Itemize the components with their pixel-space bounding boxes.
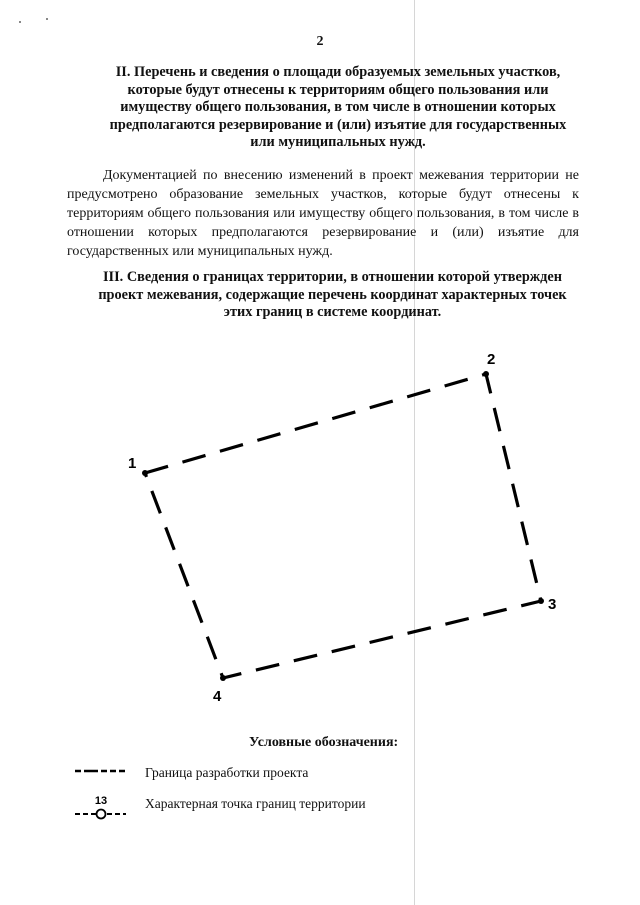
heading-line: или муниципальных нужд.	[250, 134, 426, 150]
legend-item-point: Характерная точка границ территории	[145, 796, 366, 811]
boundary-point-4	[220, 675, 226, 681]
boundary-polygon	[145, 374, 541, 678]
boundary-point-2	[483, 371, 489, 377]
point-label-2: 2	[487, 351, 496, 368]
legend-point-number: 13	[94, 795, 108, 807]
heading-line: которые будут отнесены к территориям общего пользования или	[127, 81, 549, 98]
section-2-paragraph: Документацией по внесению изменений в проект межевания территории не предусмотрено образование земельных участков, которые будут отнесены к территориям общего пользования или имуществу общего пользования, в том числе в отношении которых предполагаются резервирование и (или) изъятие для государственных или муниципальных нужд.	[67, 168, 579, 259]
point-label-1: 1	[128, 455, 137, 472]
point-label-4: 4	[213, 688, 222, 705]
heading-line: этих границ в системе координат.	[223, 304, 442, 320]
boundary-point-1	[142, 470, 148, 476]
point-label-3: 3	[548, 596, 557, 613]
section-2-heading	[88, 64, 588, 152]
boundary-point-3	[538, 598, 544, 604]
heading-line: III. Сведения о границах территории, в отношении которой утвержден	[102, 269, 562, 285]
legend-title: Условные обозначения:	[249, 735, 399, 750]
heading-line: II. Перечень и сведения о площади образуемых земельных участков,	[115, 64, 561, 80]
dashed-line-legend-icon	[74, 764, 128, 778]
heading-line: предполагаются резервирование и (или) изъятие для государственных	[109, 116, 567, 133]
scan-specks	[0, 0, 60, 30]
heading-line: проект межевания, содержащие перечень координат характерных точек	[98, 286, 567, 303]
boundary-diagram	[0, 340, 640, 720]
heading-line: имуществу общего пользования, в том числе в отношении которых	[120, 99, 556, 115]
legend-item-boundary: Граница разработки проекта	[145, 765, 309, 780]
page-number: 2	[316, 34, 324, 49]
section-3-heading	[80, 269, 585, 322]
point-marker-legend-icon	[74, 793, 128, 823]
